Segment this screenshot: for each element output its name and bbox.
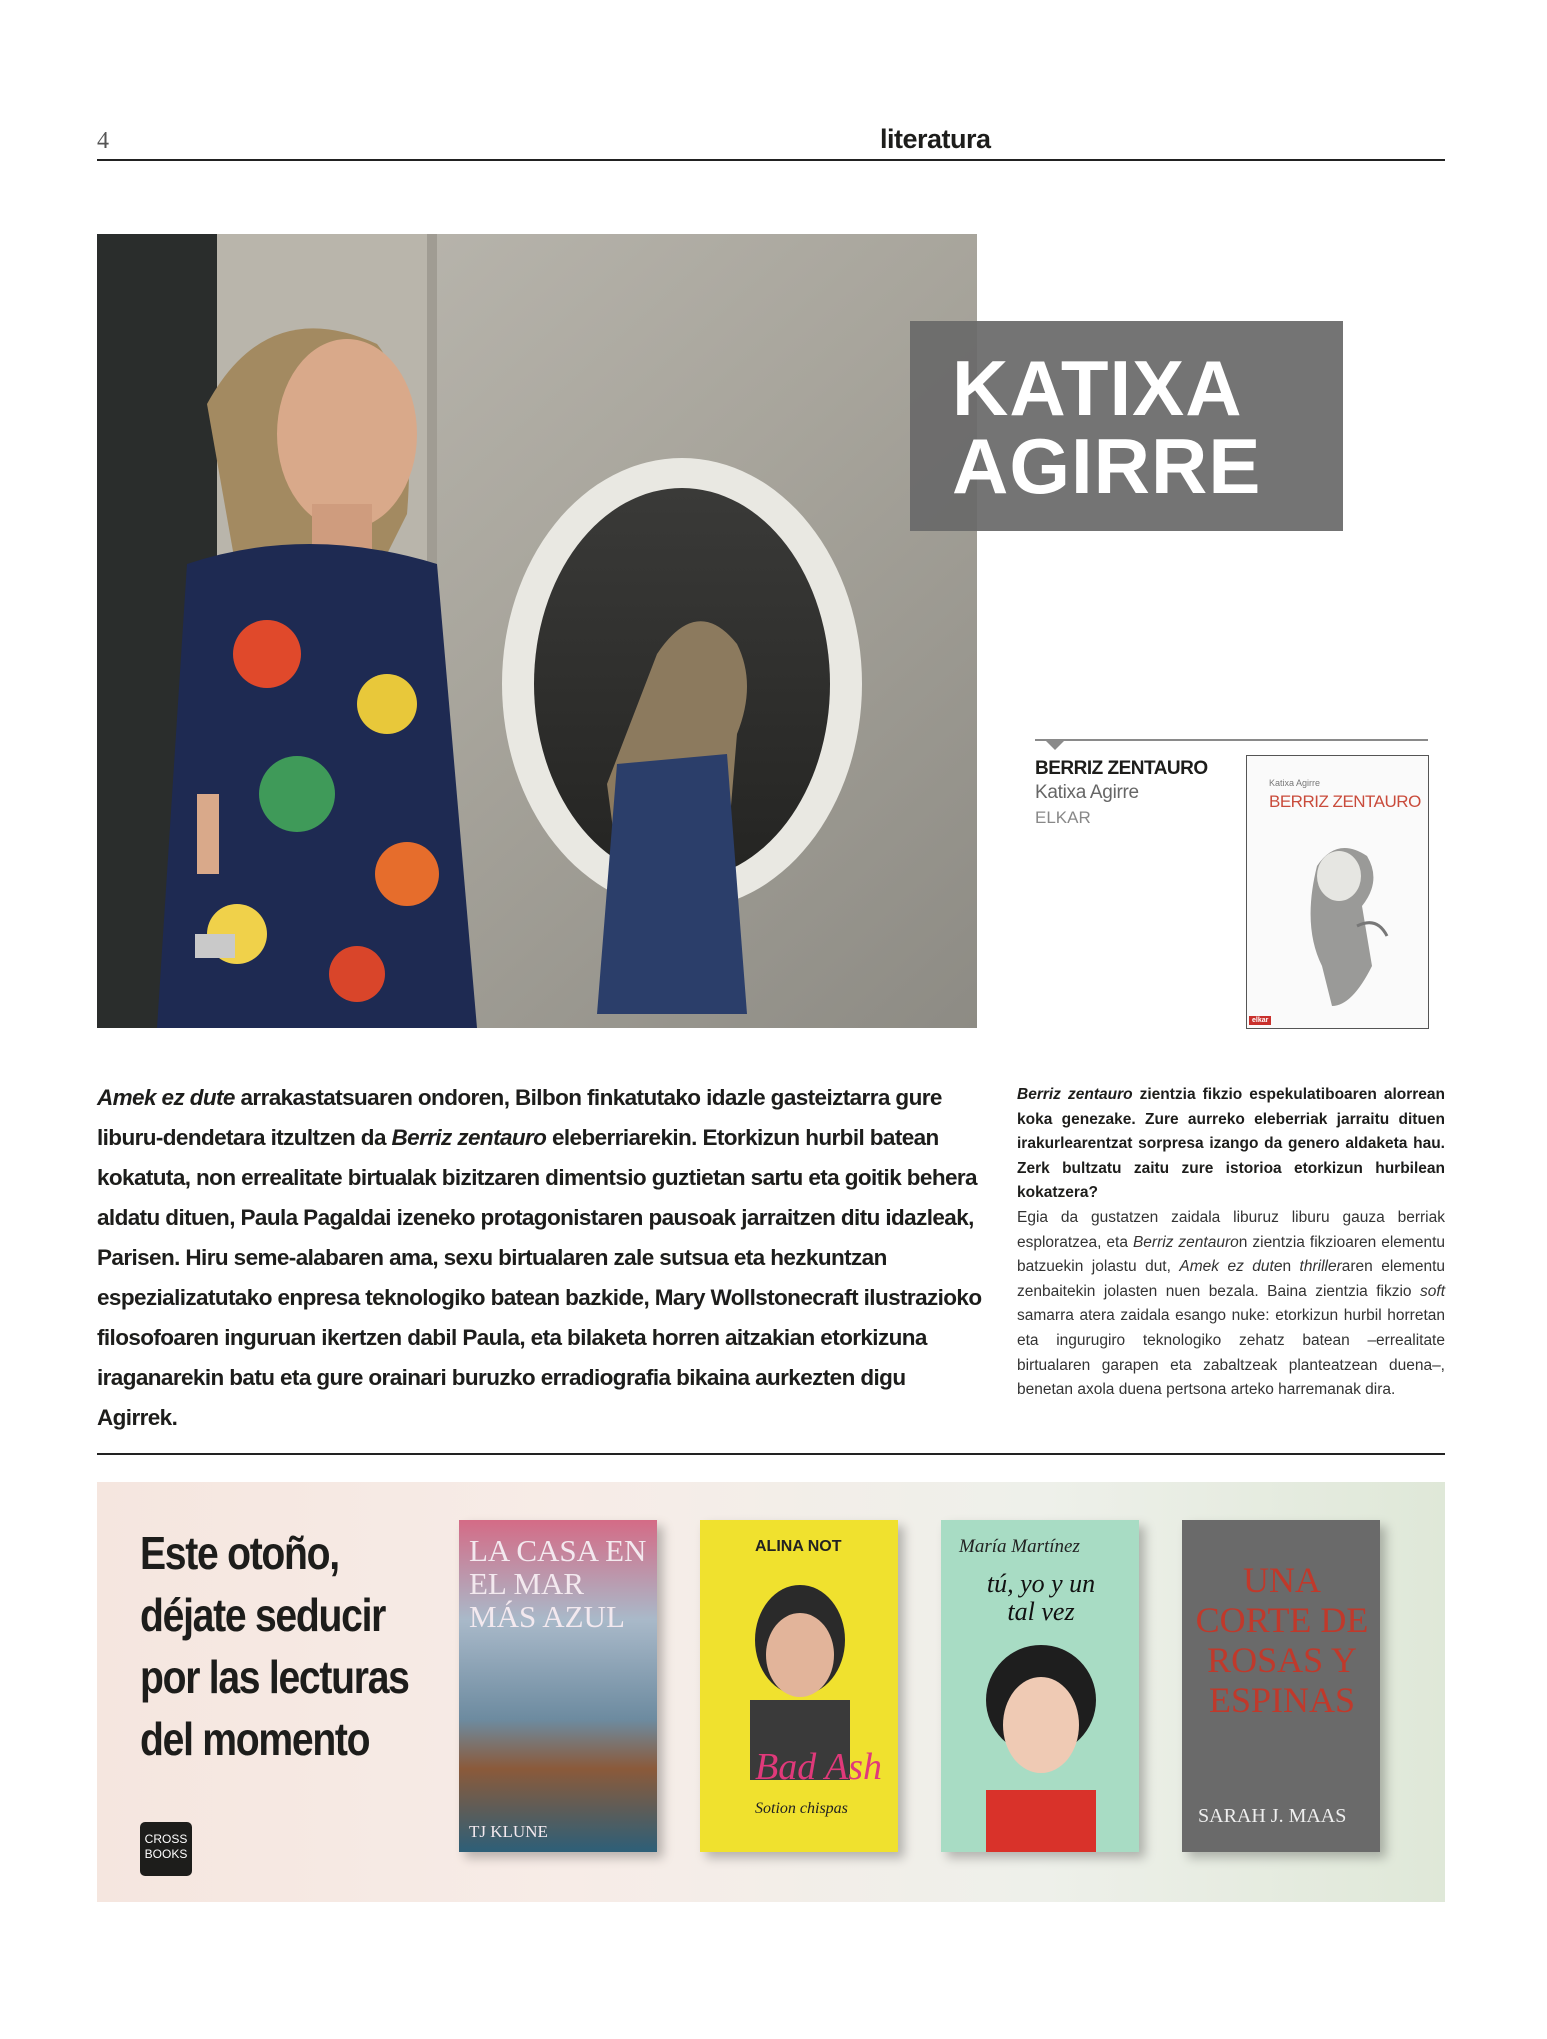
author-name-box <box>910 321 1343 531</box>
ad-headline-line: por las lecturas <box>140 1651 409 1703</box>
ad-book-cover[interactable] <box>459 1520 657 1852</box>
interview-answer <box>1017 1206 1445 1403</box>
ad-headline-line: Este otoño, <box>140 1527 339 1579</box>
answer-italic: Amek ez dute <box>1179 1258 1283 1276</box>
ad-book-title: tú, yo y un tal vez <box>986 1569 1096 1626</box>
page-number: 4 <box>97 128 109 154</box>
header-rule <box>97 159 1445 161</box>
lead-italic-title-1: Amek ez dute <box>97 1085 235 1110</box>
centaur-sculpture-image <box>1287 836 1397 1006</box>
ad-book-author: TJ KLUNE <box>469 1822 548 1841</box>
answer-italic: Berriz zentauro <box>1132 1233 1239 1251</box>
question-text: zientzia fikzio espekulatiboaren alorrean koka genezake. Zure aurreko eleberriak jarraitu dituen irakurlearentzat sorpresa izango da genero aldaketa hau. Zerk bultzatu zaitu zure istorioa etorkizun hurbilean kokatzera? <box>1017 1086 1445 1202</box>
book-author: Katixa Agirre <box>1035 782 1139 803</box>
ad-book-cover[interactable] <box>700 1520 898 1852</box>
book-cover <box>1246 755 1429 1029</box>
ad-banner[interactable] <box>97 1482 1445 1902</box>
lead-text-2: eleberriarekin. Etorkizun hurbil batean kokatuta, non errealitate birtualak bizitzaren dimentsio guztietan sartu eta goitik behera aldatu dituen, Paula Pagaldai izeneko protagonistaren pausoak jarraitzen ditu idazleak, Parisen. Hiru seme-alabaren ama, sexu birtualaren zale sutsua eta hezkuntzan espezializatutako enpresa teknologiko batean bazkide, Mary Wollstonecraft ilustrazioko filosofoaren inguruan ikertzen dabil Paula, eta bilaketa horren aitzakian etorkizuna iraganarekin batu eta gure orainari buruzko erradiografia bikaina aurkezten digu Agirrek. <box>97 1125 982 1430</box>
ad-headline-line: déjate seducir <box>140 1589 386 1641</box>
crossbooks-logo <box>140 1822 192 1876</box>
answer-italic: thriller <box>1299 1258 1342 1276</box>
logo-text: BOOKS <box>144 1847 188 1861</box>
author-last-name: AGIRRE <box>952 422 1262 510</box>
interview-question <box>1017 1083 1445 1206</box>
question-italic: Berriz zentauro <box>1017 1086 1133 1103</box>
triangle-marker-icon <box>1045 740 1065 750</box>
logo-text: CROSS <box>144 1832 188 1846</box>
book-cover-author: Katixa Agirre <box>1269 778 1321 788</box>
woman-illustration-image <box>971 1640 1111 1852</box>
interview-column <box>1017 1083 1445 1403</box>
book-publisher: ELKAR <box>1035 808 1091 827</box>
book-cover-title: BERRIZ ZENTAURO <box>1269 792 1421 811</box>
author-photo-illustration <box>97 234 977 1028</box>
book-cover-publisher-logo: elkar <box>1249 1016 1271 1025</box>
ad-book-cover[interactable] <box>1182 1520 1380 1852</box>
ad-book-author: ALINA NOT <box>755 1538 842 1555</box>
answer-text: n zientzia fikzioaren elementu batzuekin jolastu dut, <box>1017 1233 1445 1276</box>
section-title: literatura <box>880 124 991 154</box>
answer-text: Egia da gustatzen zaidala liburuz liburu gauza berriak esploratzea, eta <box>1017 1208 1445 1251</box>
ad-headline-line: del momento <box>140 1713 370 1765</box>
answer-text: samarra atera zaidala esango nuke: etorkizun hurbil horretan eta ingurugiro teknologiko zehatz batean –errealitate birtualaren garapen eta zabaltzeak planteatzean duena–, benetan axola duena pertsona arteko harremanak dira. <box>1017 1307 1445 1399</box>
author-photo <box>97 234 977 1028</box>
author-first-name: KATIXA <box>952 344 1243 432</box>
lead-text-1: arrakastatsuaren ondoren, Bilbon finkatutako idazle gasteiztarra gure liburu-dendetara itzultzen da <box>97 1085 942 1150</box>
book-info-rule <box>1035 739 1428 741</box>
book-title: BERRIZ ZENTAURO <box>1035 758 1208 779</box>
section-divider <box>97 1453 1445 1455</box>
ad-book-subtitle: Sotion chispas <box>755 1800 848 1817</box>
lead-italic-title-2: Berriz zentauro <box>391 1125 547 1150</box>
lead-paragraph <box>97 1078 982 1438</box>
ad-book-title: Bad Ash <box>755 1746 883 1788</box>
ad-book-title: UNA CORTE DE ROSAS Y ESPINAS <box>1195 1560 1369 1720</box>
ad-book-title: LA CASA EN EL MAR MÁS AZUL <box>469 1533 647 1634</box>
answer-text: aren elementu zenbaitekin jolasten nuen bezala. Baina zientzia fikzio <box>1017 1258 1445 1300</box>
answer-italic: soft <box>1420 1282 1445 1300</box>
ad-book-author: María Martínez <box>959 1536 1080 1557</box>
ad-book-cover[interactable] <box>941 1520 1139 1852</box>
answer-text: n <box>1282 1258 1300 1276</box>
ad-book-author: SARAH J. MAAS <box>1198 1805 1347 1827</box>
